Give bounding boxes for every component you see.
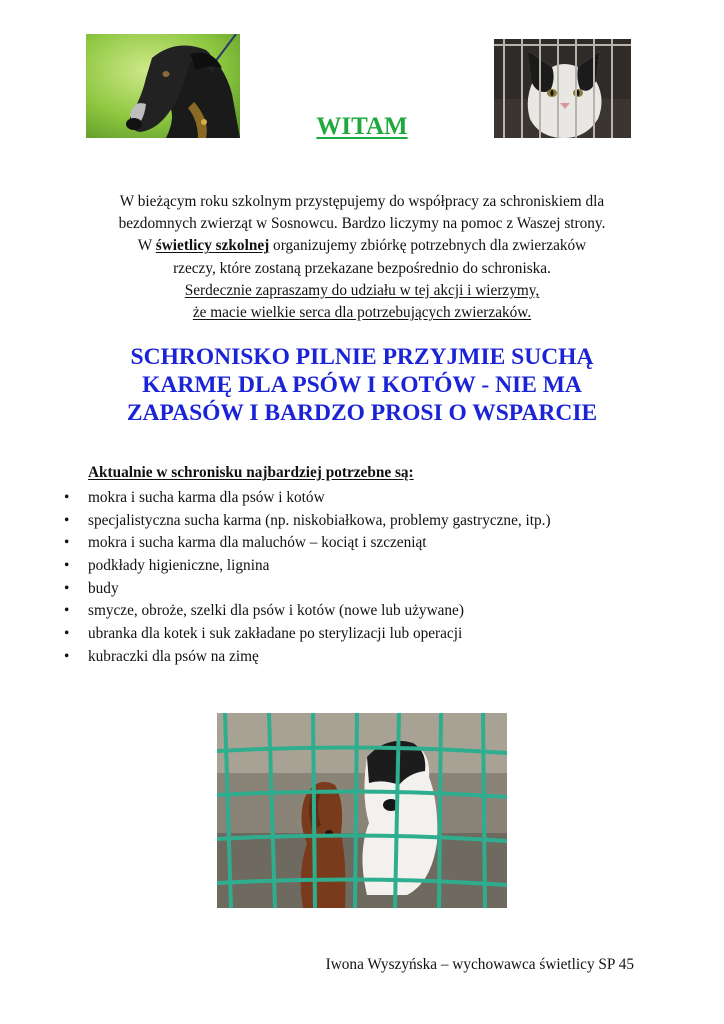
list-item: • budy — [64, 578, 688, 601]
needs-section — [64, 463, 688, 669]
needs-heading: Aktualnie w schronisku najbardziej potrzebne są: — [88, 464, 414, 481]
list-item: • podkłady higieniczne, lignina — [64, 555, 688, 578]
highlight-swietlica: świetlicy szkolnej — [155, 237, 270, 255]
bullet: • — [64, 625, 70, 643]
intro-line: rzeczy, które zostaną przekazane bezpośrednio do schroniska. — [173, 259, 551, 277]
shelter-dogs-photo — [217, 713, 507, 908]
bullet: • — [64, 511, 70, 529]
list-item: • smycze, obroże, szelki dla psów i kotów (nowe lub używane) — [64, 600, 688, 623]
list-item: • ubranka dla kotek i suk zakładane po sterylizacji lub operacji — [64, 623, 688, 646]
invitation-line: że macie wielkie serca dla potrzebujących zwierzaków. — [192, 304, 532, 322]
bullet: • — [64, 557, 70, 575]
appeal-heading: SCHRONISKO PILNIE PRZYJMIE SUCHĄ KARMĘ DLA PSÓW I KOTÓW - NIE MA ZAPASÓW I BARDZO PROSI O WSPARCIE — [126, 344, 598, 426]
list-item: • mokra i sucha karma dla psów i kotów — [64, 487, 688, 510]
needs-list — [64, 487, 688, 669]
intro-line: W świetlicy szkolnej organizujemy zbiórkę potrzebnych dla zwierzaków — [137, 237, 587, 255]
intro-line: bezdomnych zwierząt w Sosnowcu. Bardzo liczymy na pomoc z Waszej strony. — [118, 215, 606, 233]
bullet: • — [64, 579, 70, 597]
bullet: • — [64, 534, 70, 552]
bullet: • — [64, 647, 70, 665]
bullet: • — [64, 602, 70, 620]
page-title: WITAM — [316, 113, 408, 140]
bullet: • — [64, 489, 70, 506]
invitation-line: Serdecznie zapraszamy do udziału w tej akcji i wierzymy, — [184, 281, 540, 299]
list-item: • kubraczki dla psów na zimę — [64, 646, 688, 669]
author-signature: Iwona Wyszyńska – wychowawca świetlicy SP 45 — [325, 956, 634, 973]
list-item: • mokra i sucha karma dla maluchów – kociąt i szczeniąt — [64, 532, 688, 555]
intro-paragraph — [60, 191, 664, 324]
intro-line: W bieżącym roku szkolnym przystępujemy do współpracy za schroniskiem dla — [119, 193, 605, 210]
list-item: • specjalistyczna sucha karma (np. niskobiałkowa, problemy gastryczne, itp.) — [64, 510, 688, 533]
